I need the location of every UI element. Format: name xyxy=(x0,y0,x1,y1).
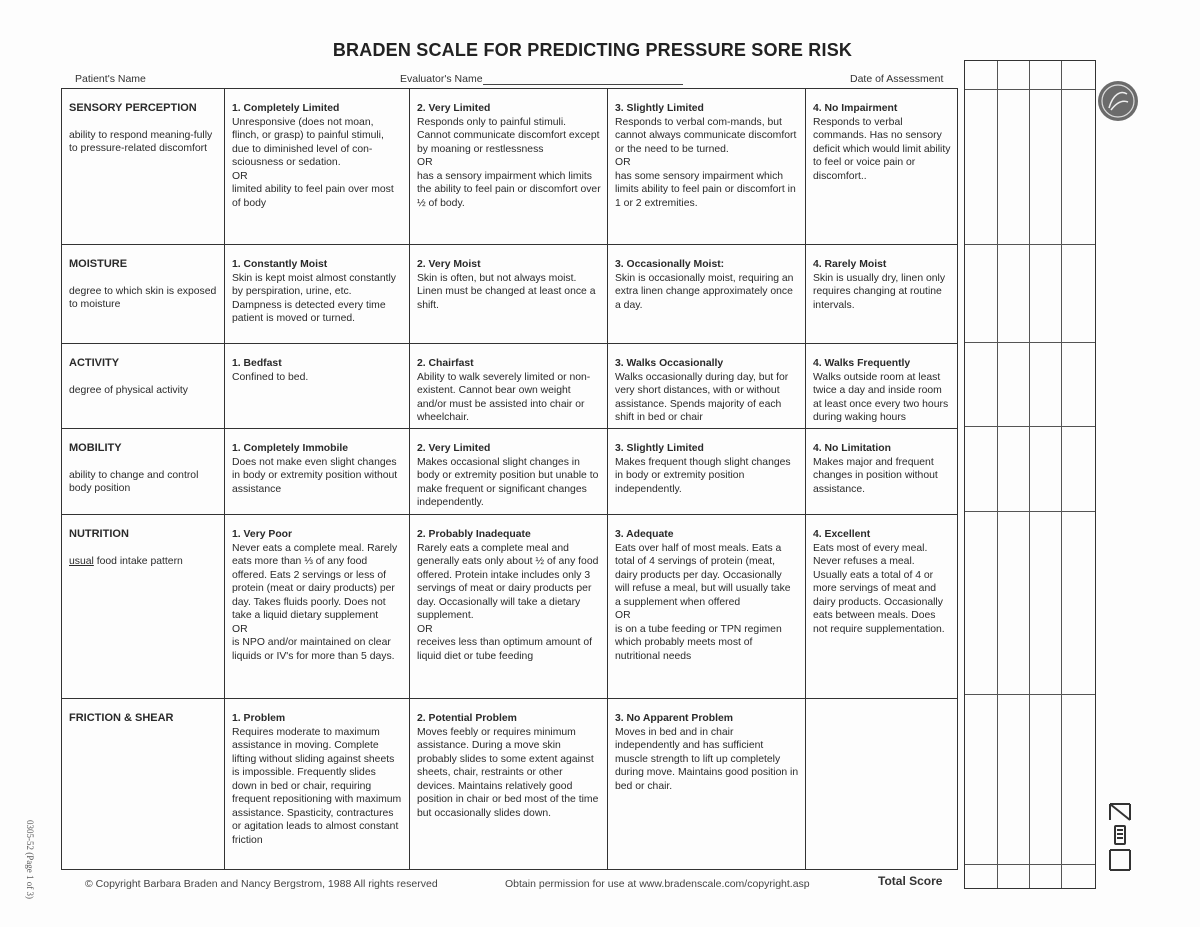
level-cell-1[interactable] xyxy=(225,515,410,698)
score-row-divider xyxy=(965,511,1095,512)
table-row-nutrition xyxy=(62,515,957,699)
level-cell-3[interactable] xyxy=(608,89,806,244)
level-heading: 1. Problem xyxy=(232,713,286,724)
level-heading: 3. Slightly Limited xyxy=(615,103,704,114)
patient-name-field[interactable] xyxy=(75,73,146,85)
level-heading: 4. Rarely Moist xyxy=(813,259,887,270)
evaluator-name-field[interactable] xyxy=(400,73,683,85)
level-description: Ability to walk severely limited or non-existent. Cannot bear own weight and/or must be assisted into chair or wheelchair. xyxy=(417,371,591,423)
table-row-activity xyxy=(62,344,957,429)
category-description: ability to change and control body position xyxy=(69,469,199,494)
category-description: degree of physical activity xyxy=(69,384,188,396)
level-description: Walks occasionally during day, but for very short distances, with or without assistance. Spends majority of each shift in bed or chair xyxy=(615,371,789,423)
level-heading: 1. Constantly Moist xyxy=(232,259,328,270)
level-heading: 4. No Impairment xyxy=(813,103,898,114)
category-description: ability to respond meaning-fully to pressure-related discomfort xyxy=(69,129,213,154)
score-row-divider xyxy=(965,426,1095,427)
category-cell xyxy=(62,515,225,698)
level-cell-3[interactable] xyxy=(608,429,806,514)
assessment-date-field[interactable] xyxy=(850,73,943,85)
score-row-divider xyxy=(965,244,1095,245)
level-description: Confined to bed. xyxy=(232,371,309,383)
level-heading: 3. Occasionally Moist: xyxy=(615,259,725,270)
score-columns-grid[interactable] xyxy=(964,60,1096,889)
score-column-divider xyxy=(997,61,998,888)
level-heading: 4. No Limitation xyxy=(813,443,891,454)
level-description: Responds to verbal com-mands, but cannot always communicate discomfort or the need to be turned. OR has some sensory impairment which limits ability to feel pain or discomfort in 1 or 2 extremities. xyxy=(615,116,797,209)
level-description: Skin is usually dry, linen only requires changing at routine intervals. xyxy=(813,272,946,311)
level-description: Responds only to painful stimuli. Cannot communicate discomfort except by moaning or restlessness OR has a sensory impairment which limits the ability to feel pain or discomfort over ½ of body. xyxy=(417,116,601,209)
level-cell-2[interactable] xyxy=(410,89,608,244)
level-cell-1[interactable] xyxy=(225,429,410,514)
category-cell xyxy=(62,344,225,428)
assessment-date-label: Date of Assessment xyxy=(850,73,944,85)
category-name: MOBILITY xyxy=(69,442,122,454)
category-name: NUTRITION xyxy=(69,528,129,540)
level-description: Skin is often, but not always moist. Linen must be changed at least once a shift. xyxy=(417,272,596,311)
table-row-mobility xyxy=(62,429,957,515)
level-description: Eats over half of most meals. Eats a total of 4 servings of protein (meat, dairy products per day. Occasionally will refuse a meal, but will usually take a supplement when offered OR is on a tube feeding or TPN regimen which probably meets most of nutritional needs xyxy=(615,542,791,662)
level-description: Makes major and frequent changes in position without assistance. xyxy=(813,456,938,495)
permission-notice: Obtain permission for use at www.bradenscale.com/copyright.asp xyxy=(505,878,810,890)
level-heading: 1. Very Poor xyxy=(232,529,293,540)
page-title: BRADEN SCALE FOR PREDICTING PRESSURE SORE RISK xyxy=(332,40,853,60)
level-cell-1[interactable] xyxy=(225,699,410,869)
level-cell-4[interactable] xyxy=(806,344,957,428)
level-cell-4[interactable] xyxy=(806,89,957,244)
level-heading: 1. Bedfast xyxy=(232,358,282,369)
category-cell xyxy=(62,429,225,514)
score-column-divider xyxy=(1029,61,1030,888)
score-row-divider xyxy=(965,694,1095,695)
table-row-moisture xyxy=(62,245,957,344)
level-heading: 2. Very Moist xyxy=(417,259,481,270)
level-heading: 3. Adequate xyxy=(615,529,674,540)
level-heading: 4. Walks Frequently xyxy=(813,358,911,369)
category-name: MOISTURE xyxy=(69,258,128,270)
level-heading: 1. Completely Immobile xyxy=(232,443,349,454)
level-cell-2[interactable] xyxy=(410,344,608,428)
level-description: Responds to verbal commands. Has no sensory deficit which would limit ability to feel or voice pain or discomfort.. xyxy=(813,116,951,182)
score-column-divider xyxy=(1061,61,1062,888)
category-description xyxy=(69,555,218,569)
level-description: Unresponsive (does not moan, flinch, or grasp) to painful stimuli, due to diminished level of con-sciousness or sedation. OR limited ability to feel pain over most of body xyxy=(232,116,394,209)
category-description-rest: food intake pattern xyxy=(93,555,183,567)
level-cell-4[interactable] xyxy=(806,245,957,343)
level-cell-1[interactable] xyxy=(225,245,410,343)
level-cell-4[interactable] xyxy=(806,429,957,514)
level-description: Never eats a complete meal. Rarely eats more than ⅓ of any food offered. Eats 2 servings or less of protein (meat or dairy products) per day. Takes fluids poorly. Does not take a liquid dietary supplement OR is NPO and/or maintained on clear liquids or IV's for more than 5 days. xyxy=(232,542,398,662)
level-description: Makes frequent though slight changes in body or extremity position independently. xyxy=(615,456,791,495)
level-heading: 2. Very Limited xyxy=(417,103,491,114)
category-cell xyxy=(62,245,225,343)
level-heading: 2. Probably Inadequate xyxy=(417,529,531,540)
level-description: Makes occasional slight changes in body or extremity position but unable to make frequent or significant changes independently. xyxy=(417,456,599,508)
level-description: Rarely eats a complete meal and generally eats only about ½ of any food offered. Protein intake includes only 3 servings of meat or dairy products per day. Occasionally will take a dietary supplement. OR receives less than optimum amount of liquid diet or tube feeding xyxy=(417,542,599,662)
level-cell-4[interactable] xyxy=(806,515,957,698)
copyright-notice: © Copyright Barbara Braden and Nancy Bergstrom, 1988 All rights reserved xyxy=(85,878,438,890)
level-cell-2[interactable] xyxy=(410,515,608,698)
patient-name-label: Patient's Name xyxy=(75,73,146,85)
category-description-underlined: usual xyxy=(69,555,94,567)
category-cell xyxy=(62,89,225,244)
level-cell-3[interactable] xyxy=(608,245,806,343)
category-description: degree to which skin is exposed to moisture xyxy=(69,285,217,310)
nioh-logo-icon xyxy=(1107,800,1133,878)
seal-logo-icon xyxy=(1097,80,1139,122)
total-score-label: Total Score xyxy=(878,874,943,888)
level-heading: 2. Potential Problem xyxy=(417,713,517,724)
level-cell-3[interactable] xyxy=(608,344,806,428)
level-description: Walks outside room at least twice a day and inside room at least once every two hours during waking hours xyxy=(813,371,949,423)
level-cell-2[interactable] xyxy=(410,429,608,514)
level-heading: 1. Completely Limited xyxy=(232,103,340,114)
table-row-sensory-perception xyxy=(62,89,957,245)
category-name: SENSORY PERCEPTION xyxy=(69,102,197,114)
score-row-divider xyxy=(965,89,1095,90)
level-cell-3[interactable] xyxy=(608,699,806,869)
level-cell-1[interactable] xyxy=(225,344,410,428)
braden-scale-table xyxy=(61,88,958,870)
level-cell-4-empty xyxy=(806,699,957,869)
level-description: Skin is kept moist almost constantly by perspiration, urine, etc. Dampness is detected every time patient is moved or turned. xyxy=(232,272,397,324)
score-row-divider xyxy=(965,342,1095,343)
level-cell-2[interactable] xyxy=(410,245,608,343)
level-cell-3[interactable] xyxy=(608,515,806,698)
level-cell-2[interactable] xyxy=(410,699,608,869)
category-name: FRICTION & SHEAR xyxy=(69,712,174,724)
table-row-friction-shear xyxy=(62,699,957,870)
level-heading: 3. Walks Occasionally xyxy=(615,358,724,369)
category-name: ACTIVITY xyxy=(69,357,120,369)
level-cell-1[interactable] xyxy=(225,89,410,244)
category-cell xyxy=(62,699,225,869)
level-description: Moves in bed and in chair independently and has sufficient muscle strength to lift up completely during move. Maintains good position in bed or chair. xyxy=(615,726,799,792)
level-heading: 2. Chairfast xyxy=(417,358,474,369)
level-heading: 4. Excellent xyxy=(813,529,871,540)
level-description: Moves feebly or requires minimum assistance. During a move skin probably slides to some extent against sheets, chair, restraints or other devices. Maintains relatively good position in chair or bed most of the time but occasionally slides down. xyxy=(417,726,599,819)
form-number: 0305-52 (Page 1 of 3) xyxy=(25,820,35,899)
level-description: Requires moderate to maximum assistance in moving. Complete lifting without sliding against sheets is impossible. Frequently slides down in bed or chair, requiring frequent repositioning with maximum assistance. Spasticity, contractures or agitation leads to almost constant friction xyxy=(232,726,402,846)
level-description: Does not make even slight changes in body or extremity position without assistance xyxy=(232,456,398,495)
score-row-divider xyxy=(965,864,1095,865)
level-description: Skin is occasionally moist, requiring an extra linen change approximately once a day. xyxy=(615,272,794,311)
level-description: Eats most of every meal. Never refuses a meal. Usually eats a total of 4 or more servings of meat and dairy products. Occasionally eats between meals. Does not require supplementation. xyxy=(813,542,945,635)
evaluator-name-line xyxy=(483,73,683,85)
level-heading: 3. Slightly Limited xyxy=(615,443,704,454)
level-heading: 2. Very Limited xyxy=(417,443,491,454)
evaluator-name-label: Evaluator's Name xyxy=(400,73,483,85)
level-heading: 3. No Apparent Problem xyxy=(615,713,733,724)
